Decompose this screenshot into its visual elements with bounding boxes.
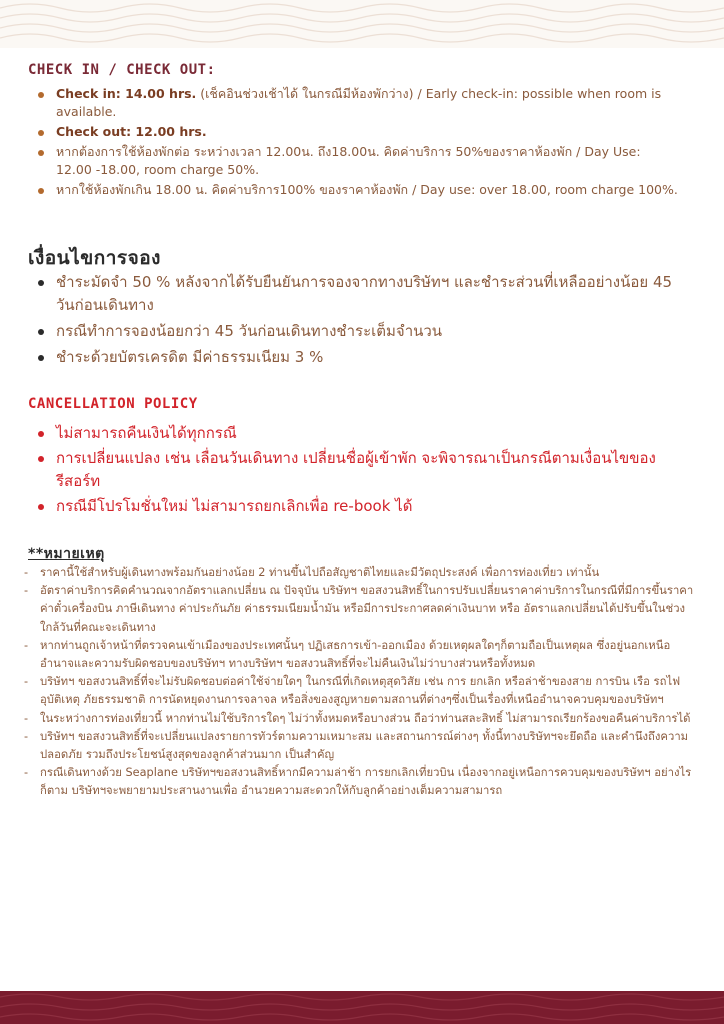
wave-pattern-bottom <box>0 991 724 1024</box>
bullet-icon <box>38 355 44 361</box>
item-text: ในระหว่างการท่องเที่ยวนี้ หากท่านไม่ใช้บริการใดๆ ไม่ว่าทั้งหมดหรือบางส่วน ถือว่าท่านสละสิทธิ์ ไม่สามารถเรียกร้องขอคืนค่าบริการได้ <box>40 711 691 725</box>
dash-icon: - <box>24 584 29 598</box>
cancellation-heading: CANCELLATION POLICY <box>28 396 198 412</box>
bullet-icon <box>38 188 44 194</box>
bullet-icon <box>38 92 44 98</box>
item-text: กรณีทำการจองน้อยกว่า 45 วันก่อนเดินทางชำระเต็มจำนวน <box>56 322 443 340</box>
list-item <box>38 495 698 518</box>
booking-conditions-heading: เงื่อนไขการจอง <box>28 247 161 269</box>
list-item <box>38 447 698 493</box>
checkin-heading: CHECK IN / CHECK OUT: <box>28 62 216 78</box>
bullet-icon <box>38 456 44 462</box>
item-text: หากใช้ห้องพักเกิน 18.00 น. คิดค่าบริการ100% ของราคาห้องพัก / Day use: over 18.00, room charge 100%. <box>56 182 678 197</box>
bullet-icon <box>38 130 44 136</box>
wave-pattern-top <box>0 0 724 48</box>
item-text: ชำระมัดจำ 50 % หลังจากได้รับยืนยันการจองจากทางบริษัทฯ และชำระส่วนที่เหลืออย่างน้อย 45 วันก่อนเดินทาง <box>56 273 673 314</box>
dash-icon: - <box>24 766 29 780</box>
item-text: การเปลี่ยนแปลง เช่น เลื่อนวันเดินทาง เปลี่ยนชื่อผู้เข้าพัก จะพิจารณาเป็นกรณีตามเงื่อนไขของรีสอร์ท <box>56 449 656 490</box>
list-item <box>24 728 700 764</box>
item-text: กรณีเดินทางด้วย Seaplane บริษัทฯขอสงวนสิทธิ์หากมีความล่าช้า การยกเลิกเที่ยวบิน เนื่องจากอยู่เหนือการควบคุมของบริษัทฯ อย่างไรก็ตาม บริษัทฯจะพยายามประสานงานเพื่อ อำนวยความสะดวกให้กับลูกค้าอย่างเต็มความสามารถ <box>40 766 692 798</box>
list-item <box>38 320 688 343</box>
list-item <box>24 764 700 800</box>
list-item <box>24 637 700 673</box>
notes-list <box>24 564 700 801</box>
list-item <box>38 143 678 179</box>
dash-icon: - <box>24 675 29 689</box>
top-wave-band <box>0 0 724 48</box>
list-item <box>24 582 700 637</box>
list-item <box>24 564 700 582</box>
item-text: อัตราค่าบริการคิดคำนวณจากอัตราแลกเปลี่ยน ณ ปัจจุบัน บริษัทฯ ขอสงวนสิทธิ์ในการปรับเปลี่ยนราคาค่าบริการในกรณีที่มีการขึ้นราคาค่าตั๋วเครื่องบิน ภาษีเดินทาง ค่าประกันภัย ค่าธรรมเนียมน้ำมัน หรือมีการประกาศลดค่าเงินบาท หรือ อัตราแลกเปลี่ยนได้ปรับขึ้นในช่วงใกล้วันที่คณะจะเดินทาง <box>40 584 694 634</box>
list-item <box>38 85 678 121</box>
booking-conditions-list <box>38 271 688 372</box>
dash-icon: - <box>24 729 29 743</box>
item-text: (เช็คอินช่วงเช้าได้ ในกรณีมีห้องพักว่าง) / Early check-in: possible when room is available. <box>56 86 662 119</box>
dash-icon: - <box>24 711 29 725</box>
item-text: บริษัทฯ ขอสงวนสิทธิ์ที่จะเปลี่ยนแปลงรายการทัวร์ตามความเหมาะสม และสถานการณ์ต่างๆ ทั้งนี้ทางบริษัทฯจะยึดถือ และคำนึงถึงความปลอดภัย รวมถึงประโยชน์สูงสุดของลูกค้าส่วนมาก เป็นสำคัญ <box>40 729 689 762</box>
cancellation-list <box>38 422 698 520</box>
bullet-icon <box>38 431 44 437</box>
item-text: ไม่สามารถคืนเงินได้ทุกกรณี <box>56 424 237 442</box>
list-item <box>24 673 700 709</box>
item-label: Check out: 12.00 hrs. <box>56 124 207 139</box>
list-item <box>38 422 698 445</box>
item-text: หากต้องการใช้ห้องพักต่อ ระหว่างเวลา 12.00น. ถึง18.00น. คิดค่าบริการ 50%ของราคาห้องพัก / Day Use: 12.00 -18.00, room charge 50%. <box>56 144 641 177</box>
checkin-list <box>38 85 678 201</box>
bullet-icon <box>38 280 44 286</box>
item-text: กรณีมีโปรโมชั่นใหม่ ไม่สามารถยกเลิกเพื่อ re-book ได้ <box>56 497 413 515</box>
list-item <box>38 271 688 317</box>
list-item <box>38 346 688 369</box>
notes-heading: **หมายเหตุ <box>28 546 105 562</box>
item-text: หากท่านถูกเจ้าหน้าที่ตรวจคนเข้าเมืองของประเทศนั้นๆ ปฏิเสธการเข้า-ออกเมือง ด้วยเหตุผลใดๆก็ตามถือเป็นเหตุผล ซึ่งอยู่นอกเหนืออำนาจและความรับผิดชอบของบริษัทฯ ทางบริษัทฯ ขอสงวนสิทธิ์ที่จะไม่คืนเงินไม่ว่าบางส่วนหรือทั้งหมด <box>40 638 671 671</box>
bottom-wave-band <box>0 991 724 1024</box>
bullet-icon <box>38 150 44 156</box>
item-text: ราคานี้ใช้สำหรับผู้เดินทางพร้อมกันอย่างน้อย 2 ท่านขึ้นไปถือสัญชาติไทยและมีวัตถุประสงค์ เพื่อการท่องเที่ยว เท่านั้น <box>40 566 600 579</box>
dash-icon: - <box>24 566 29 579</box>
list-item <box>38 181 678 199</box>
list-item <box>38 123 678 141</box>
dash-icon: - <box>24 638 29 652</box>
item-text: ชำระด้วยบัตรเครดิต มีค่าธรรมเนียม 3 % <box>56 348 324 366</box>
bullet-icon <box>38 504 44 510</box>
item-text: บริษัทฯ ขอสงวนสิทธิ์ที่จะไม่รับผิดชอบต่อค่าใช้จ่ายใดๆ ในกรณีที่เกิดเหตุสุดวิสัย เช่น การ ยกเลิก หรือล่าช้าของสาย การบิน เรือ รถไฟ อุบัติเหตุ ภัยธรรมชาติ การนัดหยุดงานการจลาจล หรือสิ่งของสูญหายตามสถานที่ต่างๆซึ่งเป็นเรื่องที่เหนืออำนาจควบคุมของบริษัทฯ <box>40 675 681 707</box>
bullet-icon <box>38 329 44 335</box>
list-item <box>24 710 700 728</box>
item-label: Check in: 14.00 hrs. <box>56 86 197 101</box>
